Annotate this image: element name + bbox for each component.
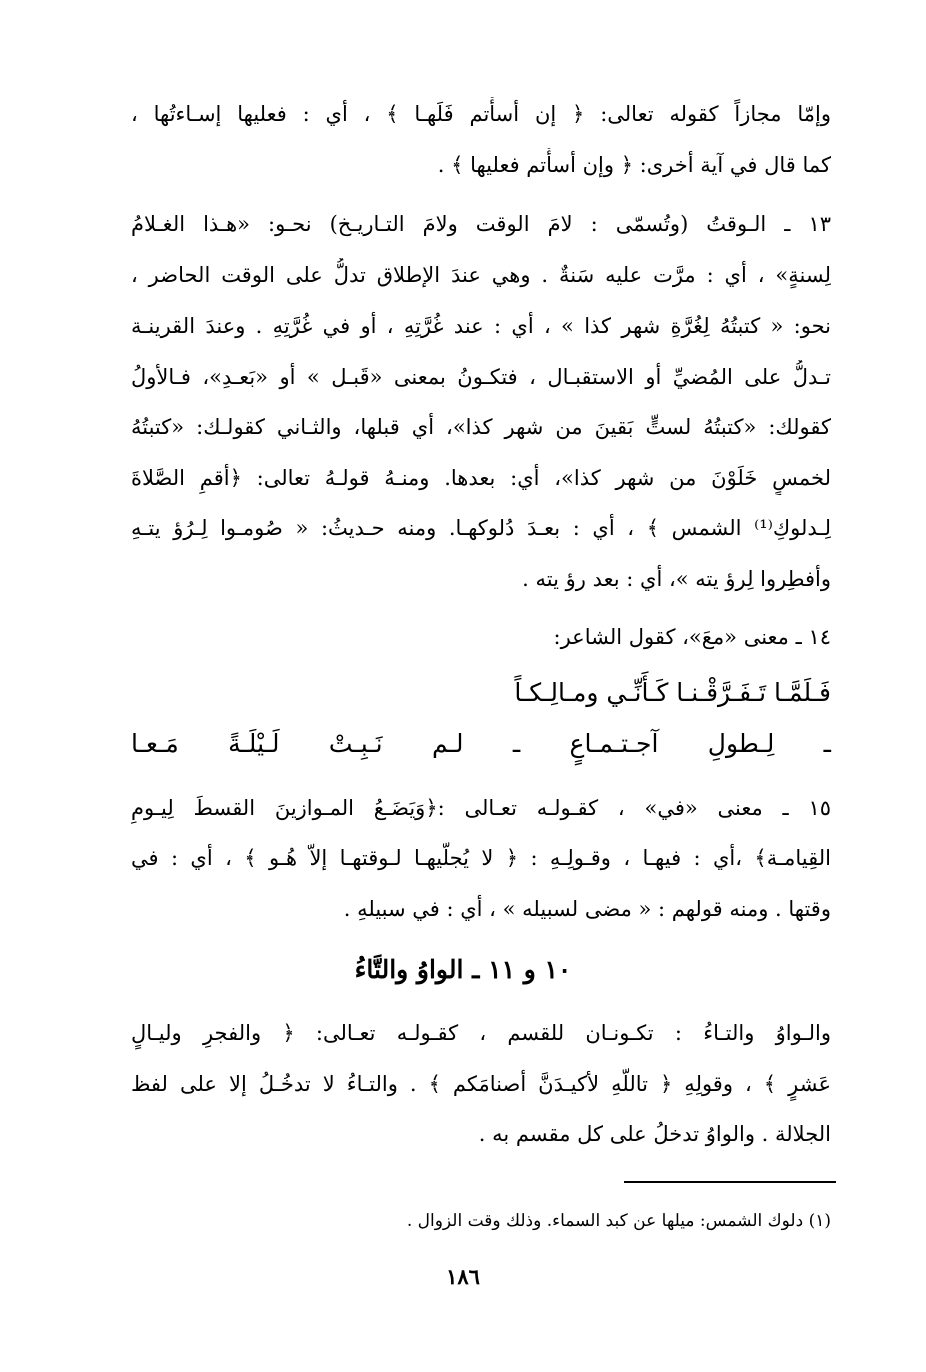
poem-verse-line-2: ـ لِـطولِ آجـتـمـاعٍ ـ لـم نَـبِـتْ لَـيْلَـةً مَـعـا [131, 729, 831, 758]
text-line: وقتها . ومنه قولهم : « مضى لسبيله » ، أي : في سبيلهِ . [343, 897, 831, 921]
text-line: وإمّا مجازاً كقوله تعالى: ﴿ إن أسأْتم فَلَهـا ﴾ ، أي : فعليها إسـاءتُها ، [131, 102, 831, 126]
text-line: عَشرٍ ﴾ ، وقولِهِ ﴿ تاللّهِ لأكيـدَنَّ أصنامَكم ﴾ . والتـاءُ لا تدخُـلُ إلا على لفظ [131, 1072, 831, 1096]
text-line: ١٤ ـ معنى «معَ»، كقول الشاعر: [553, 625, 831, 649]
text-line: الجلالة . والواوُ تدخلُ على كل مقسم به . [478, 1122, 831, 1146]
text-line: كقولك: «كتبتُهُ لستٍّ بَقينَ من شهر كذا»، أي قبلها، والثـاني كقولـك: «كتبتُهُ [131, 415, 831, 439]
text-line: نحو: « كتبتُهُ لِغُرَّةِ شهر كذا » ، أي : عند غُرَّتِهِ ، أو في غُرَّتِهِ . وعندَ القرينـة [131, 314, 831, 338]
text-line: القِيامـة﴾ ،أي : فيهـا ، وقـولِـهِ : ﴿ لا يُجلّيهـا لـوقتهـا إلاّ هُـو ﴾ ، أي : في [131, 846, 831, 870]
text-line: وأفطِروا لِرؤ يته »، أي : بعد رؤ يته . [522, 567, 831, 591]
text-line: ١٥ ـ معنى «في» ، كقـولـه تعـالى :﴿وَيَضَـعُ المـوازينَ القسطَ لِيـومِ [131, 796, 831, 820]
page-number: ١٨٦ [446, 1264, 480, 1289]
text-line: والـواوُ والتـاءُ : تكـونـان للقسم ، كقـولـه تعـالى: ﴿ والفجرِ وليـالٍ [131, 1021, 831, 1045]
text-line: لخمسٍ خَلَوْنَ من شهر كذا»، أي: بعدها. ومنـهُ قولـهُ تعالى: ﴿أقمِ الصَّلاةَ [131, 466, 831, 490]
footnote-separator [624, 1181, 836, 1183]
text-line: كما قال في آية أخرى: ﴿ وإن أسأْتم فعليها ﴾ . [437, 153, 831, 177]
text-line: لِسنةٍ» ، أي : مرَّت عليه سَنةٌ . وهي عندَ الإطلاق تدلُّ على الوقت الحاضر ، [131, 263, 831, 287]
text-line: تـدلُّ على المُضيِّ أو الاستقبـال ، فتكـونُ بمعنى «قَبـل » أو «بَعـدِ»، فـالأولُ [131, 365, 831, 389]
text-line: ١٣ ـ الـوقتُ (وتُسمّى : لامَ الوقت ولامَ التـاريـخ) نحـو: «هـذا الغـلامُ [131, 212, 831, 236]
text-line: لِـدلوكِ⁽¹⁾ الشمس ﴾ ، أي : بعـدَ دُلوكهـا. ومنه حـديثُ: « صُومـوا لِـرُؤ يتـهِ [131, 516, 831, 540]
footnote: (١) دلوك الشمس: ميلها عن كبد السماء. وذلك وقت الزوال . [406, 1211, 831, 1231]
poem-verse-line-1: فَـلَمَّـا تَـفَـرَّقْـنـا كَـأَنِّـي ومـالِـكـاً [514, 678, 831, 707]
section-heading: ١٠ و ١١ ـ الواوُ والتَّاءُ [354, 955, 572, 984]
